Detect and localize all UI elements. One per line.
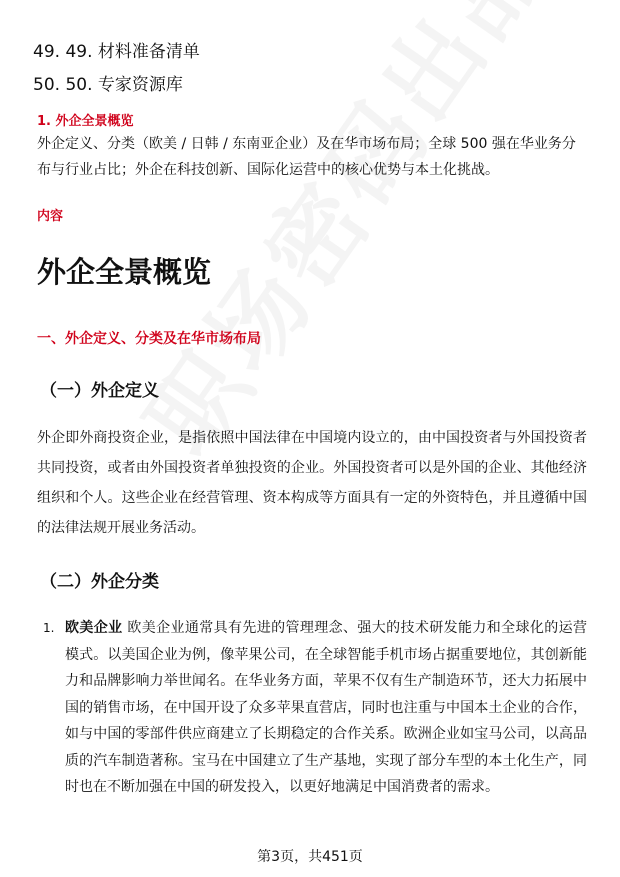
section-heading: 一、外企定义、分类及在华市场布局: [37, 331, 261, 347]
subsection-heading-classification: （二）外企分类: [40, 572, 159, 592]
toc-item-50[interactable]: [33, 70, 183, 95]
toc-item-number: 49.: [33, 42, 61, 62]
subsection-heading-definition: （一）外企定义: [40, 381, 159, 401]
content-label: 内容: [37, 209, 64, 224]
list-item-text: 欧美企业通常具有先进的管理理念、强大的技术研发能力和全球化的运营模式。以美国企业为例，像苹果公司，在全球智能手机市场占据重要地位，其创新能力和品牌影响力举世闻名。在华业务方面，苹果不仅有生产制造环节，还大力拓展中国的销售市场，在中国开设了众多苹果直营店，同时也注重与中国本土企业的合作，如与中国的零部件供应商建立了长期稳定的合作关系。欧洲企业如宝马公司，以高品质的汽车制造著称。宝马在中国建立了生产基地，实现了部分车型的本土化生产，同时也在不断加强在中国的研发投入，以更好地满足中国消费者的需求。: [65, 620, 588, 795]
toc-item-label: 49. 材料准备清单: [65, 42, 200, 62]
summary-title: 1. 外企全景概览: [37, 114, 134, 129]
toc-item-number: 50.: [33, 75, 61, 95]
list-item-body: [65, 615, 587, 801]
summary-text: 外企定义、分类（欧美 / 日韩 / 东南亚企业）及在华市场布局；全球 500 强在华业务分布与行业占比；外企在科技创新、国际化运营中的核心优势与本土化挑战。: [37, 136, 576, 178]
list-item-label: 欧美企业: [65, 620, 123, 636]
definition-paragraph: 外企即外商投资企业，是指依照中国法律在中国境内设立的，由中国投资者与外国投资者共同投资，或者由外国投资者单独投资的企业。外国投资者可以是外国的企业、其他经济组织和个人。这些企业在经营管理、资本构成等方面具有一定的外资特色，并且遵循中国的法律法规开展业务活动。: [37, 430, 587, 536]
toc-item-label: 50. 专家资源库: [65, 75, 183, 95]
page-title: 外企全景概览: [37, 255, 212, 289]
toc-item-49[interactable]: [33, 37, 200, 62]
page-footer: 第3页，共451页: [257, 849, 363, 865]
list-item-number: 1.: [43, 621, 55, 635]
